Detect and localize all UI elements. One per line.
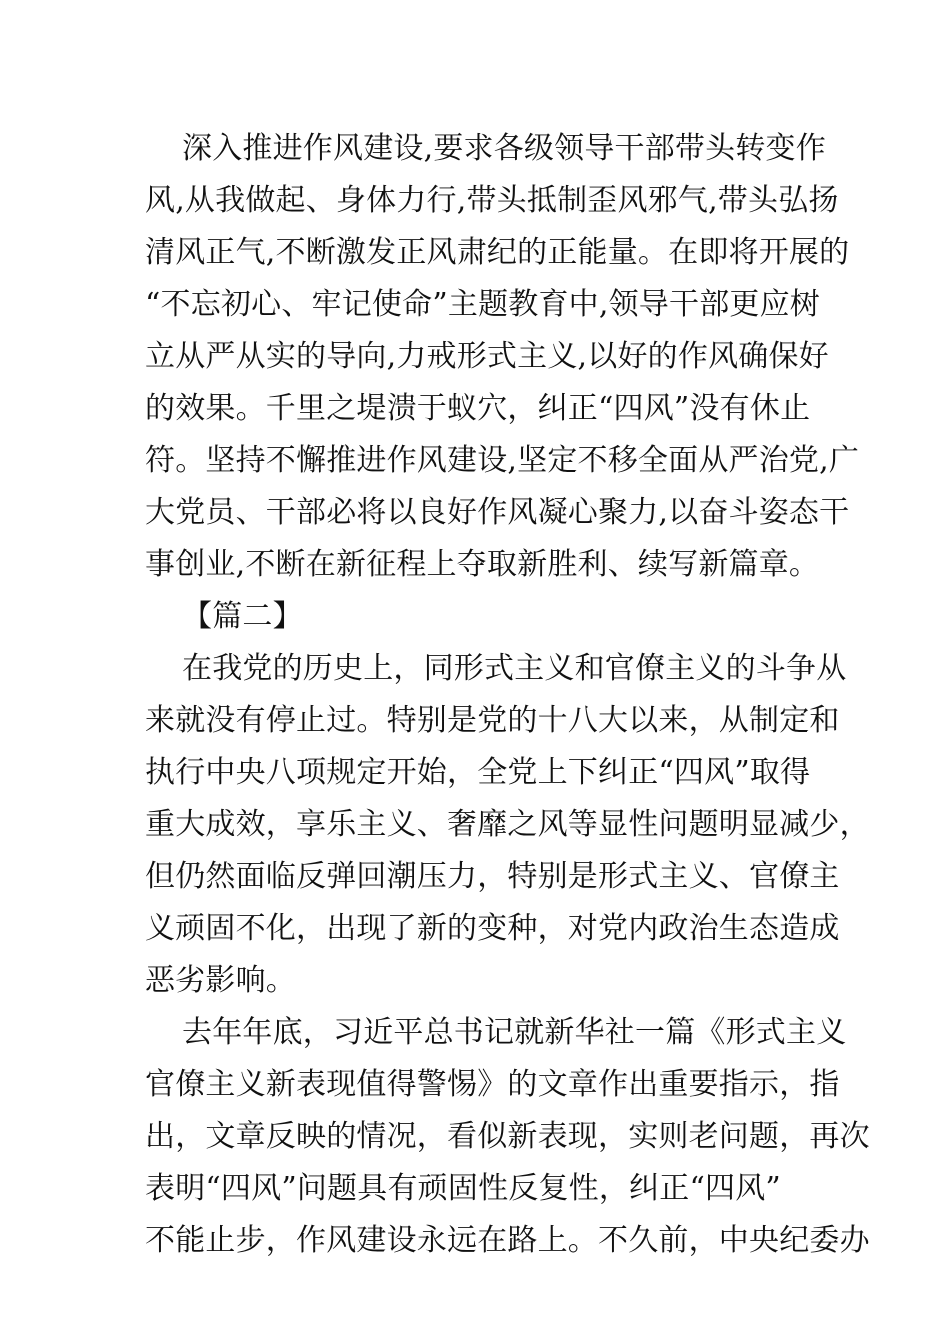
paragraph-1-line-5: 立从严从实的导向,力戒形式主义,以好的作风确保好 [145, 339, 829, 374]
paragraph-2-line-5: 但仍然面临反弹回潮压力，特别是形式主义、官僚主 [145, 859, 840, 894]
paragraph-2-line-3: 执行中央八项规定开始，全党上下纠正“四风”取得 [145, 755, 811, 790]
paragraph-1-line-8: 大党员、干部必将以良好作风凝心聚力,以奋斗姿态干 [145, 495, 850, 530]
paragraph-2-line-4: 重大成效，享乐主义、奢靡之风等显性问题明显减少， [145, 807, 870, 842]
paragraph-1-line-6: 的效果。千里之堤溃于蚁穴，纠正“四风”没有休止 [145, 391, 811, 426]
paragraph-2-line-7: 恶劣影响。 [145, 963, 296, 998]
paragraph-3-line-4: 表明“四风”问题具有顽固性反复性，纠正“四风” [145, 1171, 781, 1206]
paragraph-1-line-4: “不忘初心、牢记使命”主题教育中,领导干部更应树 [145, 287, 821, 322]
paragraph-1-line-7: 符。坚持不懈推进作风建设,坚定不移全面从严治党,广 [145, 443, 860, 478]
paragraph-2-line-1: 在我党的历史上，同形式主义和官僚主义的斗争从 [182, 651, 847, 686]
paragraph-1-line-2: 风,从我做起、身体力行,带头抵制歪风邪气,带头弘扬 [145, 183, 839, 218]
paragraph-1-line-1: 深入推进作风建设,要求各级领导干部带头转变作 [182, 131, 826, 166]
paragraph-3-line-5: 不能止步，作风建设永远在路上。不久前，中央纪委办 [145, 1223, 870, 1258]
paragraph-2-line-6: 义顽固不化，出现了新的变种，对党内政治生态造成 [145, 911, 840, 946]
paragraph-3-line-2: 官僚主义新表现值得警惕》的文章作出重要指示，指 [145, 1067, 840, 1102]
section-heading: 【篇二】 [182, 599, 303, 634]
paragraph-3-line-3: 出，文章反映的情况，看似新表现，实则老问题，再次 [145, 1119, 870, 1154]
paragraph-1-line-3: 清风正气,不断激发正风肃纪的正能量。在即将开展的 [145, 235, 850, 270]
paragraph-1-line-9: 事创业,不断在新征程上夺取新胜利、续写新篇章。 [145, 547, 820, 582]
paragraph-2-line-2: 来就没有停止过。特别是党的十八大以来，从制定和 [145, 703, 840, 738]
paragraph-3-line-1: 去年年底，习近平总书记就新华社一篇《形式主义 [182, 1015, 847, 1050]
